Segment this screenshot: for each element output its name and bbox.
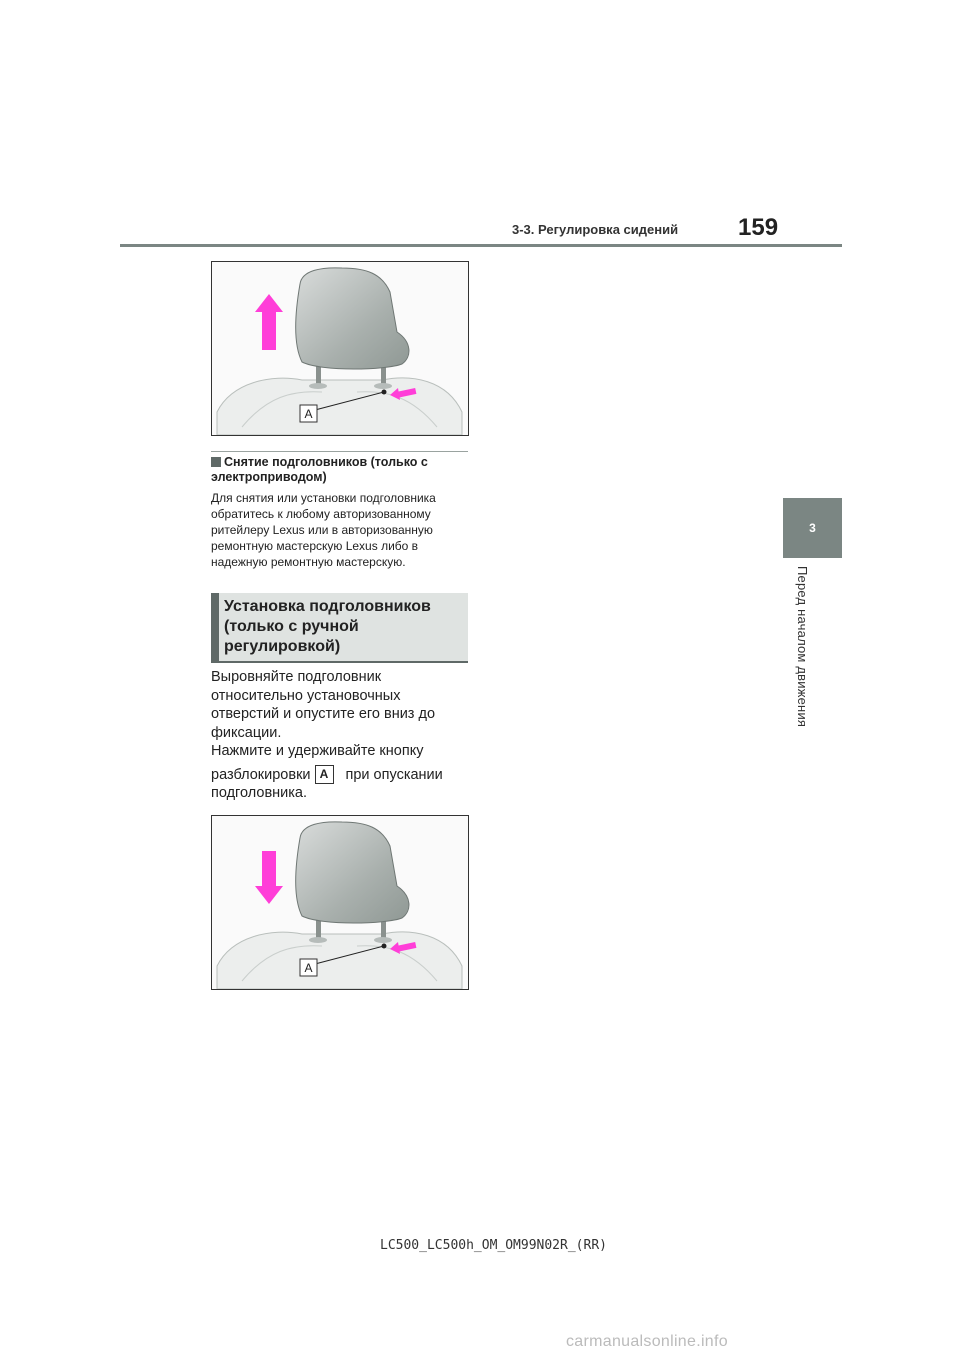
chapter-number: 3 [809,521,816,535]
page-number: 159 [738,214,779,241]
install-para-2-suffix: при опускании подголовника. [211,766,443,801]
section-bar [211,593,219,661]
install-para-2 [211,765,471,803]
section-header: 3-3. Регулировка сидений [512,222,679,237]
removal-heading-text: Снятие подголовников (только с электроприводом) [211,455,428,484]
label-a-badge: A [315,765,334,784]
headrest-up-illustration [211,261,469,436]
install-section-title: Установка подголовников (только с ручной регулировкой) [224,598,431,655]
divider [211,451,468,452]
bullet-square-icon [211,457,221,467]
document-code: LC500_LC500h_OM_OM99N02R_(RR) [380,1238,607,1253]
install-section-header [211,593,468,663]
chapter-tab [783,498,842,558]
headrest-down-illustration [211,815,469,990]
header-divider [120,244,842,247]
install-para-1: Выровняйте подголовник относительно установочных отверстий и опустите его вниз до фиксации. [211,669,436,741]
removal-heading [211,455,471,485]
install-para-2-line1: Нажмите и удерживайте кнопку [211,743,424,759]
chapter-title: Перед началом движения [795,566,810,728]
callout-a-label: A [304,407,313,421]
removal-text: Для снятия или установки подголовника обратитесь к любому авторизованному ритейлеру Lexus или в авторизованную ремонтную мастерскую Lexus либо в надежную ремонтную мастерскую. [211,491,436,569]
install-instructions [211,668,471,803]
watermark: carmanualsonline.info [566,1333,728,1350]
callout-a-label: A [304,961,313,975]
install-para-2-prefix: разблокировки [211,766,311,783]
